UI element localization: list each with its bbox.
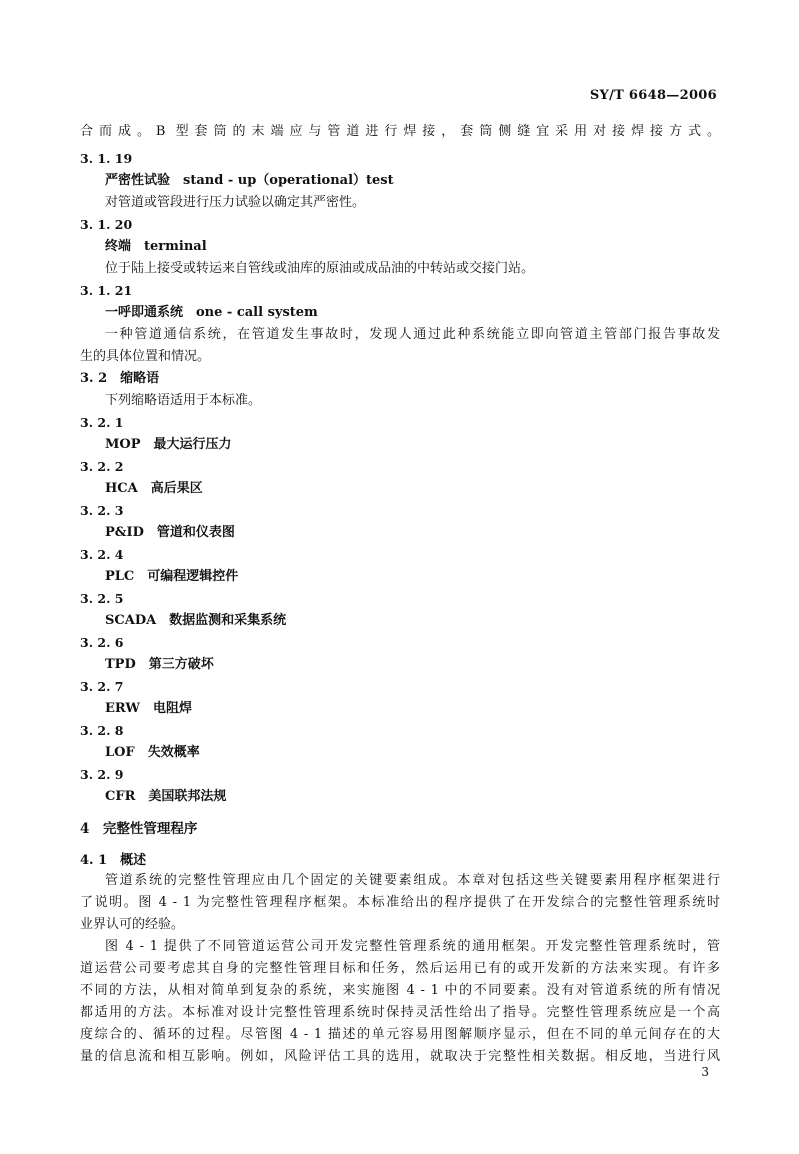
clause-number: 3. 1. 20 [80, 217, 133, 232]
abbreviation: CFR 美国联邦法规 [105, 789, 227, 804]
term-heading: 严密性试验 stand - up（operational）test [105, 173, 394, 188]
paragraph-line: 都适用的方法。本标准对设计完整性管理系统时保持灵活性给出了指导。完整性管理系统应是一个高 [80, 1005, 720, 1020]
paragraph-line: 道运营公司要考虑其自身的完整性管理目标和任务，然后运用已有的或开发新的方法来实现。有许多 [80, 961, 720, 976]
paragraph-line: 度综合的、循环的过程。尽管图 4 - 1 描述的单元容易用图解顺序显示，但在不同的单元间存在的大 [80, 1027, 720, 1042]
term-definition: 生的具体位置和情况。 [80, 349, 211, 364]
paragraph-line: 了说明。图 4 - 1 为完整性管理程序框架。本标准给出的程序提供了在开发综合的完整性管理系统时 [80, 895, 720, 910]
paragraph-line: 图 4 - 1 提供了不同管道运营公司开发完整性管理系统的通用框架。开发完整性管理系统时，管 [105, 939, 720, 954]
paragraph-line: 管道系统的完整性管理应由几个固定的关键要素组成。本章对包括这些关键要素用程序框架进行 [105, 873, 720, 888]
clause-number: 3. 2. 9 [80, 767, 124, 782]
abbreviation: PLC 可编程逻辑控件 [105, 569, 239, 584]
clause-number: 3. 2. 6 [80, 635, 124, 650]
paragraph-line: 量的信息流和相互影响。例如，风险评估工具的选用，就取决于完整性相关数据。相反地，当进行风 [80, 1049, 720, 1064]
text-line: 合而成。B 型套筒的末端应与管道进行焊接，套筒侧缝宜采用对接焊接方式。 [80, 124, 720, 139]
abbreviation: MOP 最大运行压力 [105, 437, 232, 452]
term-definition: 对管道或管段进行压力试验以确定其严密性。 [105, 195, 366, 210]
section-heading: 4. 1 概述 [80, 853, 147, 868]
page-number: 3 [701, 1065, 709, 1079]
clause-number: 3. 2. 2 [80, 459, 124, 474]
clause-number: 3. 2. 4 [80, 547, 124, 562]
abbreviation: P&ID 管道和仪表图 [105, 525, 235, 540]
abbreviation: ERW 电阻焊 [105, 701, 193, 716]
abbreviation: SCADA 数据监测和采集系统 [105, 613, 287, 628]
term-heading: 终端 terminal [105, 239, 207, 254]
clause-number: 3. 1. 19 [80, 151, 133, 166]
term-definition: 一种管道通信系统，在管道发生事故时，发现人通过此种系统能立即向管道主管部门报告事故发 [105, 327, 720, 342]
paragraph-line: 不同的方法，从相对简单到复杂的系统，来实施图 4 - 1 中的不同要素。没有对管道系统的所有情况 [80, 983, 720, 998]
clause-number: 3. 2. 5 [80, 591, 124, 606]
clause-number: 3. 2. 7 [80, 679, 124, 694]
section-heading: 3. 2 缩略语 [80, 371, 160, 386]
standard-code-header: SY/T 6648—2006 [589, 88, 717, 103]
text-line: 下列缩略语适用于本标准。 [105, 393, 262, 408]
abbreviation: HCA 高后果区 [105, 481, 203, 496]
clause-number: 3. 1. 21 [80, 283, 133, 298]
clause-number: 3. 2. 8 [80, 723, 124, 738]
abbreviation: TPD 第三方破坏 [105, 657, 214, 672]
clause-number: 3. 2. 3 [80, 503, 124, 518]
abbreviation: LOF 失效概率 [105, 745, 200, 760]
term-definition: 位于陆上接受或转运来自管线或油库的原油或成品油的中转站或交接门站。 [105, 261, 535, 276]
clause-number: 3. 2. 1 [80, 415, 124, 430]
term-heading: 一呼即通系统 one - call system [105, 305, 318, 320]
chapter-heading: 4 完整性管理程序 [80, 821, 198, 837]
paragraph-line: 业界认可的经验。 [80, 917, 185, 932]
